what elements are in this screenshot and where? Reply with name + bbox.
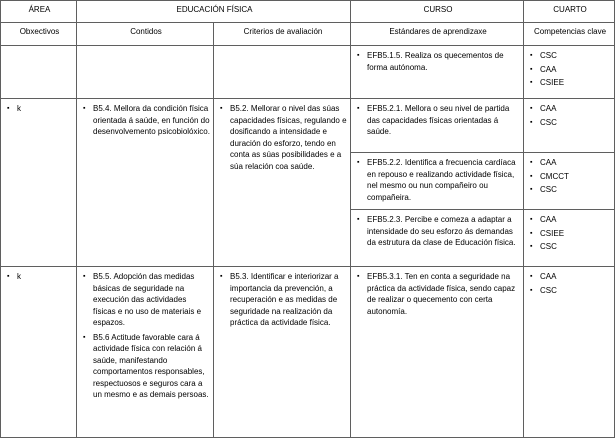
competencia-item: ▪ CSC	[529, 184, 611, 196]
competencia-item: ▪ CAA	[529, 271, 611, 283]
header-area: ÁREA	[1, 1, 77, 23]
obxectivo-item: ▪ k	[6, 271, 73, 283]
header-educacion-fisica: EDUCACIÓN FÍSICA	[77, 1, 351, 23]
criterio-item: ▪ B5.2. Mellorar o nivel das súas capacidades físicas, regulando e dosificando a intensidade e duración do esforzo, tendo en conta as súas posibilidades e a súa relación coa saúde.	[219, 103, 347, 172]
competencias-cell	[524, 153, 615, 210]
empty-cell	[1, 46, 77, 99]
obxectivo-cell	[1, 99, 77, 267]
subheader-criterios: Criterios de avaliación	[214, 23, 351, 46]
subheader-obxectivos: Obxectivos	[1, 23, 77, 46]
competencia-item: ▪ CAA	[529, 103, 611, 115]
competencia-item: ▪ CAA	[529, 157, 611, 169]
subheader-contidos: Contidos	[77, 23, 214, 46]
estandar-cell	[351, 46, 524, 99]
competencias-cell	[524, 46, 615, 99]
competencia-item: ▪ CSC	[529, 241, 611, 253]
competencia-item: ▪ CSIEE	[529, 77, 611, 89]
table-row-b55	[1, 267, 615, 438]
estandar-item: ▪ EFB5.1.5. Realiza os quecementos de forma autónoma.	[356, 50, 520, 73]
table-row-b54	[1, 99, 615, 153]
subheader-competencias: Competencias clave	[524, 23, 615, 46]
estandar-cell	[351, 210, 524, 267]
criterio-item: ▪ B5.3. Identificar e interiorizar a importancia da prevención, a recuperación e as medidas de seguridade na realización da práctica da actividade física.	[219, 271, 347, 329]
header-row	[1, 1, 615, 23]
competencias-cell	[524, 99, 615, 153]
obxectivo-cell	[1, 267, 77, 438]
competencia-item: ▪ CAA	[529, 214, 611, 226]
estandar-item: ▪ EFB5.3.1. Ten en conta a seguridade na práctica da actividade física, sendo capaz de realizar o quecemento con certa autonomía.	[356, 271, 520, 317]
competencias-cell	[524, 210, 615, 267]
estandar-cell	[351, 153, 524, 210]
estandar-item: ▪ EFB5.2.1. Mellora o seu nivel de partida das capacidades físicas orientadas á saúde.	[356, 103, 520, 138]
competencias-cell	[524, 267, 615, 438]
contidos-cell	[77, 99, 214, 267]
table-row-efb515	[1, 46, 615, 99]
competencia-item: ▪ CAA	[529, 64, 611, 76]
competencia-item: ▪ CSIEE	[529, 228, 611, 240]
empty-cell	[214, 46, 351, 99]
competencia-item: ▪ CSC	[529, 50, 611, 62]
estandar-item: ▪ EFB5.2.2. Identifica a frecuencia cardíaca en repouso e realizando actividade física, nel mesmo ou nun compañeiro ou compañeira.	[356, 157, 520, 203]
competencia-item: ▪ CMCCT	[529, 171, 611, 183]
header-curso: CURSO	[351, 1, 524, 23]
obxectivo-item: ▪ k	[6, 103, 73, 115]
subheader-estandares: Estándares de aprendizaxe	[351, 23, 524, 46]
estandar-item: ▪ EFB5.2.3. Percibe e comeza a adaptar a intensidade do seu esforzo ás demandas da estrutura da clase de Educación física.	[356, 214, 520, 249]
contido-item: ▪ B5.5. Adopción das medidas básicas de seguridade na execución das actividades físicas e no uso de materiais e espazos.	[82, 271, 210, 329]
empty-cell	[77, 46, 214, 99]
competencia-item: ▪ CSC	[529, 285, 611, 297]
criterio-cell	[214, 99, 351, 267]
contidos-cell	[77, 267, 214, 438]
subheader-row	[1, 23, 615, 46]
contido-item: ▪ B5.6 Actitude favorable cara á actividade física con relación á saúde, manifestando comportamentos responsables, respectuosos e seguros cara a un mesmo e as demais persoas.	[82, 332, 210, 401]
estandar-cell	[351, 99, 524, 153]
criterio-cell	[214, 267, 351, 438]
competencia-item: ▪ CSC	[529, 117, 611, 129]
estandar-cell	[351, 267, 524, 438]
contido-item: ▪ B5.4. Mellora da condición física orientada á saúde, en función do desenvolvemento psicobiolóxico.	[82, 103, 210, 138]
header-cuarto: CUARTO	[524, 1, 615, 23]
